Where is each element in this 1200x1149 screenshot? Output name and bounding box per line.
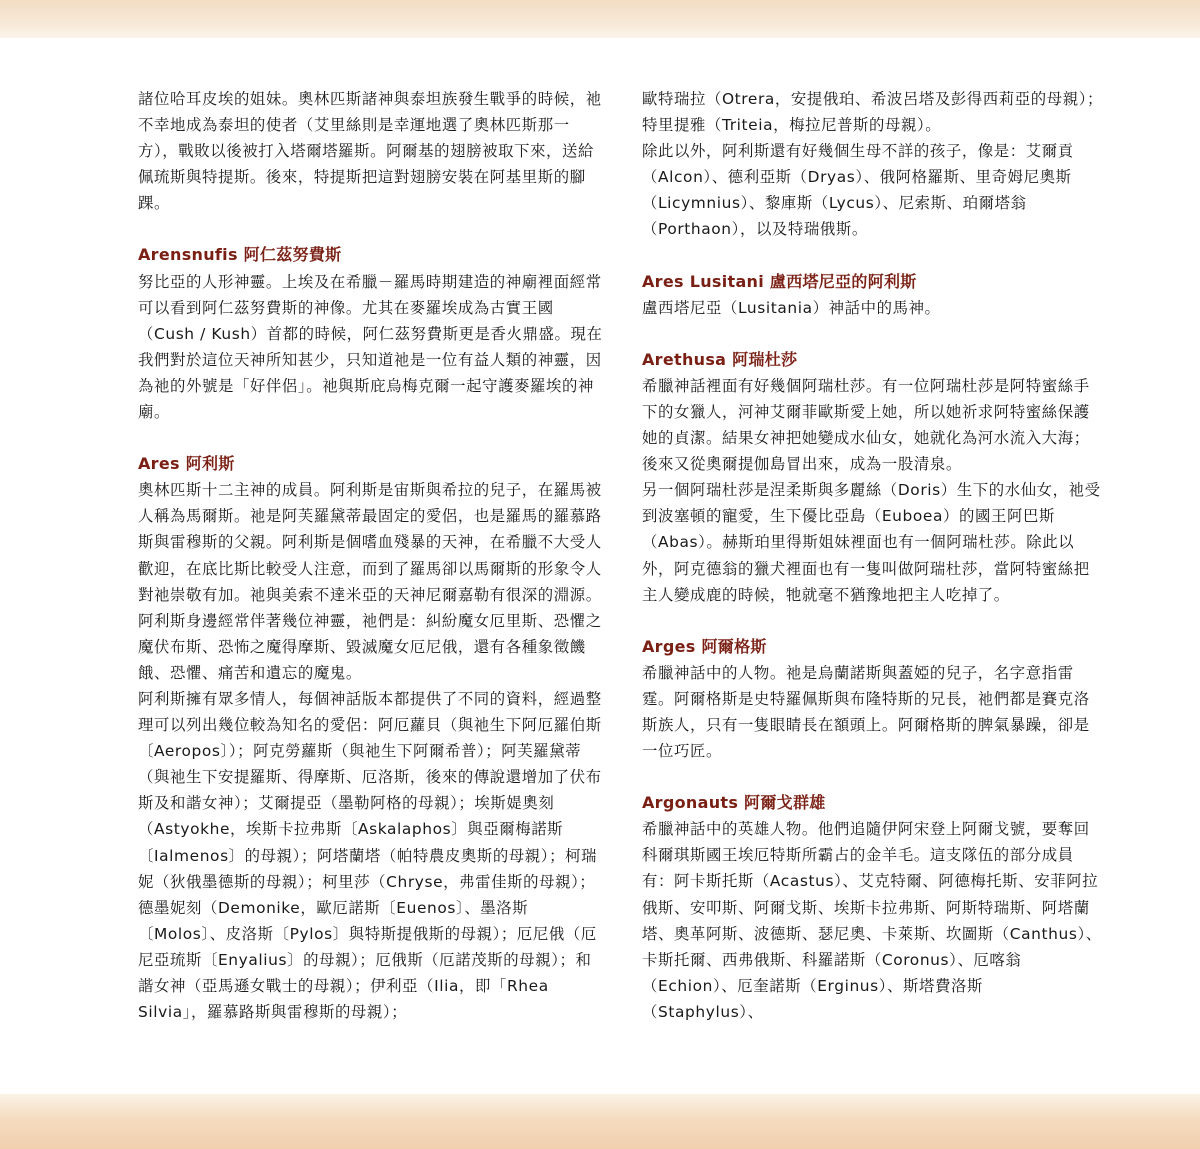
entry-paragraph: 希臘神話中的英雄人物。他們追隨伊阿宋登上阿爾戈號，要奪回科爾琪斯國王埃厄特斯所霸占的金羊毛。這支隊伍的部分成員有：阿卡斯托斯（Acastus）、艾克特爾、阿德梅托斯、安菲阿拉俄斯、安叩斯、阿爾戈斯、埃斯卡拉弗斯、阿斯特瑞斯、阿塔蘭塔、奧革阿斯、波德斯、瑟尼奧、卡萊斯、坎圖斯（Canthus）、卡斯托爾、西弗俄斯、科羅諾斯（Coronus）、厄喀翁（Echion）、厄奎諾斯（Erginus）、斯塔費洛斯（Staphylus）、 bbox=[642, 820, 1102, 1021]
entry-paragraph: 希臘神話裡面有好幾個阿瑞杜莎。有一位阿瑞杜莎是阿特蜜絲手下的女獵人，河神艾爾菲歐斯愛上她，所以她祈求阿特蜜絲保護她的貞潔。結果女神把她變成水仙女，她就化為河水流入大海；後來又從奧爾提伽島冒出來，成為一股清泉。 bbox=[642, 376, 1090, 474]
right-intro-paragraph: 歐特瑞拉（Otrera，安提俄珀、希波呂塔及彭得西莉亞的母親）；特里提雅（Triteia，梅拉尼普斯的母親）。 bbox=[642, 90, 1104, 135]
entry-paragraph: 努比亞的人形神靈。上埃及在希臘－羅馬時期建造的神廟裡面經常可以看到阿仁茲努費斯的神像。尤其在麥羅埃成為古實王國（Cush / Kush）首都的時候，阿仁茲努費斯更是香火鼎盛。現在我們對於這位天神所知甚少，只知道祂是一位有益人類的神靈，因為祂的外號是「好伴侶」。祂與斯庇烏梅克爾一起守護麥羅埃的神廟。 bbox=[138, 272, 603, 422]
left-intro-paragraph: 諸位哈耳皮埃的姐妹。奧林匹斯諸神與泰坦族發生戰爭的時候，祂不幸地成為泰坦的使者（艾里絲則是幸運地選了奧林匹斯那一方），戰敗以後被打入塔爾塔羅斯。阿爾基的翅膀被取下來，送給佩琉斯與特提斯。後來，特提斯把這對翅膀安裝在阿基里斯的腳踝。 bbox=[138, 90, 602, 213]
entry-arethusa bbox=[642, 347, 1104, 608]
entry-heading: Arensnufis 阿仁茲努費斯 bbox=[138, 245, 342, 265]
page-bottom-band bbox=[0, 1094, 1200, 1149]
right-column bbox=[642, 86, 1104, 1025]
entry-ares-lusitani bbox=[642, 269, 1104, 321]
entry-argonauts bbox=[642, 790, 1104, 1025]
entry-ares bbox=[138, 451, 604, 1025]
entry-heading: Argonauts 阿爾戈群雄 bbox=[642, 793, 826, 813]
right-intro-paragraph: 除此以外，阿利斯還有好幾個生母不詳的孩子，像是：艾爾貢（Alcon）、德利亞斯（Dryas）、俄阿格羅斯、里奇姆尼奧斯（Licymnius）、黎庫斯（Lycus）、尼索斯、珀爾塔翁（Porthaon），以及特瑞俄斯。 bbox=[642, 142, 1074, 239]
entry-arensnufis bbox=[138, 242, 604, 425]
left-column bbox=[138, 86, 604, 1025]
entry-paragraph: 盧西塔尼亞（Lusitania）神話中的馬神。 bbox=[642, 298, 941, 317]
entry-paragraph: 另一個阿瑞杜莎是涅柔斯與多麗絲（Doris）生下的水仙女，祂受到波塞頓的寵愛，生下優比亞島（Euboea）的國王阿巴斯（Abas）。赫斯珀里得斯姐妹裡面也有一個阿瑞杜莎。除此以外，阿克德翁的獵犬裡面也有一隻叫做阿瑞杜莎，當阿特蜜絲把主人變成鹿的時候，牠就毫不猶豫地把主人吃掉了。 bbox=[642, 481, 1101, 604]
entry-heading: Arges 阿爾格斯 bbox=[642, 636, 767, 656]
entry-paragraph: 阿利斯擁有眾多情人，每個神話版本都提供了不同的資料，經過整理可以列出幾位較為知名的愛侶：阿厄蘿貝（與祂生下阿厄羅伯斯〔Aeropos〕）；阿克勞蘿斯（與祂生下阿爾希普）；阿芙羅黛蒂（與祂生下安提羅斯、得摩斯、厄洛斯，後來的傳說還增加了伏布斯及和諧女神）；艾爾提亞（墨勒阿格的母親）；埃斯媞奧刻（Astyokhe，埃斯卡拉弗斯〔Askalaphos〕與亞爾梅諾斯〔Ialmenos〕的母親）；阿塔蘭塔（帕特農皮奧斯的母親）；柯瑞妮（狄俄墨德斯的母親）；柯里莎（Chryse，弗雷佳斯的母親）；德墨妮刻（Demonike，歐厄諾斯〔Euenos〕、墨洛斯〔Molos〕、皮洛斯〔Pylos〕與特斯提俄斯的母親）；厄尼俄（厄尼亞琉斯〔Enyalius〕的母親）；厄俄斯（厄諾茂斯的母親）；和諧女神（亞馬遜女戰士的母親）；伊利亞（Ilia，即「Rhea Silvia」，羅慕路斯與雷穆斯的母親）； bbox=[138, 689, 602, 1022]
page-top-band bbox=[0, 0, 1200, 38]
entry-heading: Arethusa 阿瑞杜莎 bbox=[642, 349, 798, 369]
entry-paragraph: 希臘神話中的人物。祂是烏蘭諾斯與蓋婭的兒子，名字意指雷霆。阿爾格斯是史特羅佩斯與布隆特斯的兄長，祂們都是賽克洛斯族人，只有一隻眼睛長在額頭上。阿爾格斯的脾氣暴躁，卻是一位巧匠。 bbox=[642, 663, 1090, 761]
entry-paragraph: 奧林匹斯十二主神的成員。阿利斯是宙斯與希拉的兒子，在羅馬被人稱為馬爾斯。祂是阿芙羅黛蒂最固定的愛侶，也是羅馬的羅慕路斯與雷穆斯的父親。阿利斯是個嗜血殘暴的天神，在希臘不大受人歡迎，在底比斯比較受人注意，而到了羅馬卻以馬爾斯的形象令人對祂崇敬有加。祂與美索不達米亞的天神尼爾嘉勒有很深的淵源。阿利斯身邊經常伴著幾位神靈，祂們是：糾紛魔女厄里斯、恐懼之魔伏布斯、恐怖之魔得摩斯、毀滅魔女厄尼俄，還有各種象徵饑餓、恐懼、痛苦和遺忘的魔鬼。 bbox=[138, 481, 602, 682]
entry-arges bbox=[642, 634, 1104, 764]
entry-heading: Ares Lusitani 盧西塔尼亞的阿利斯 bbox=[642, 271, 917, 291]
entry-heading: Ares 阿利斯 bbox=[138, 454, 235, 474]
